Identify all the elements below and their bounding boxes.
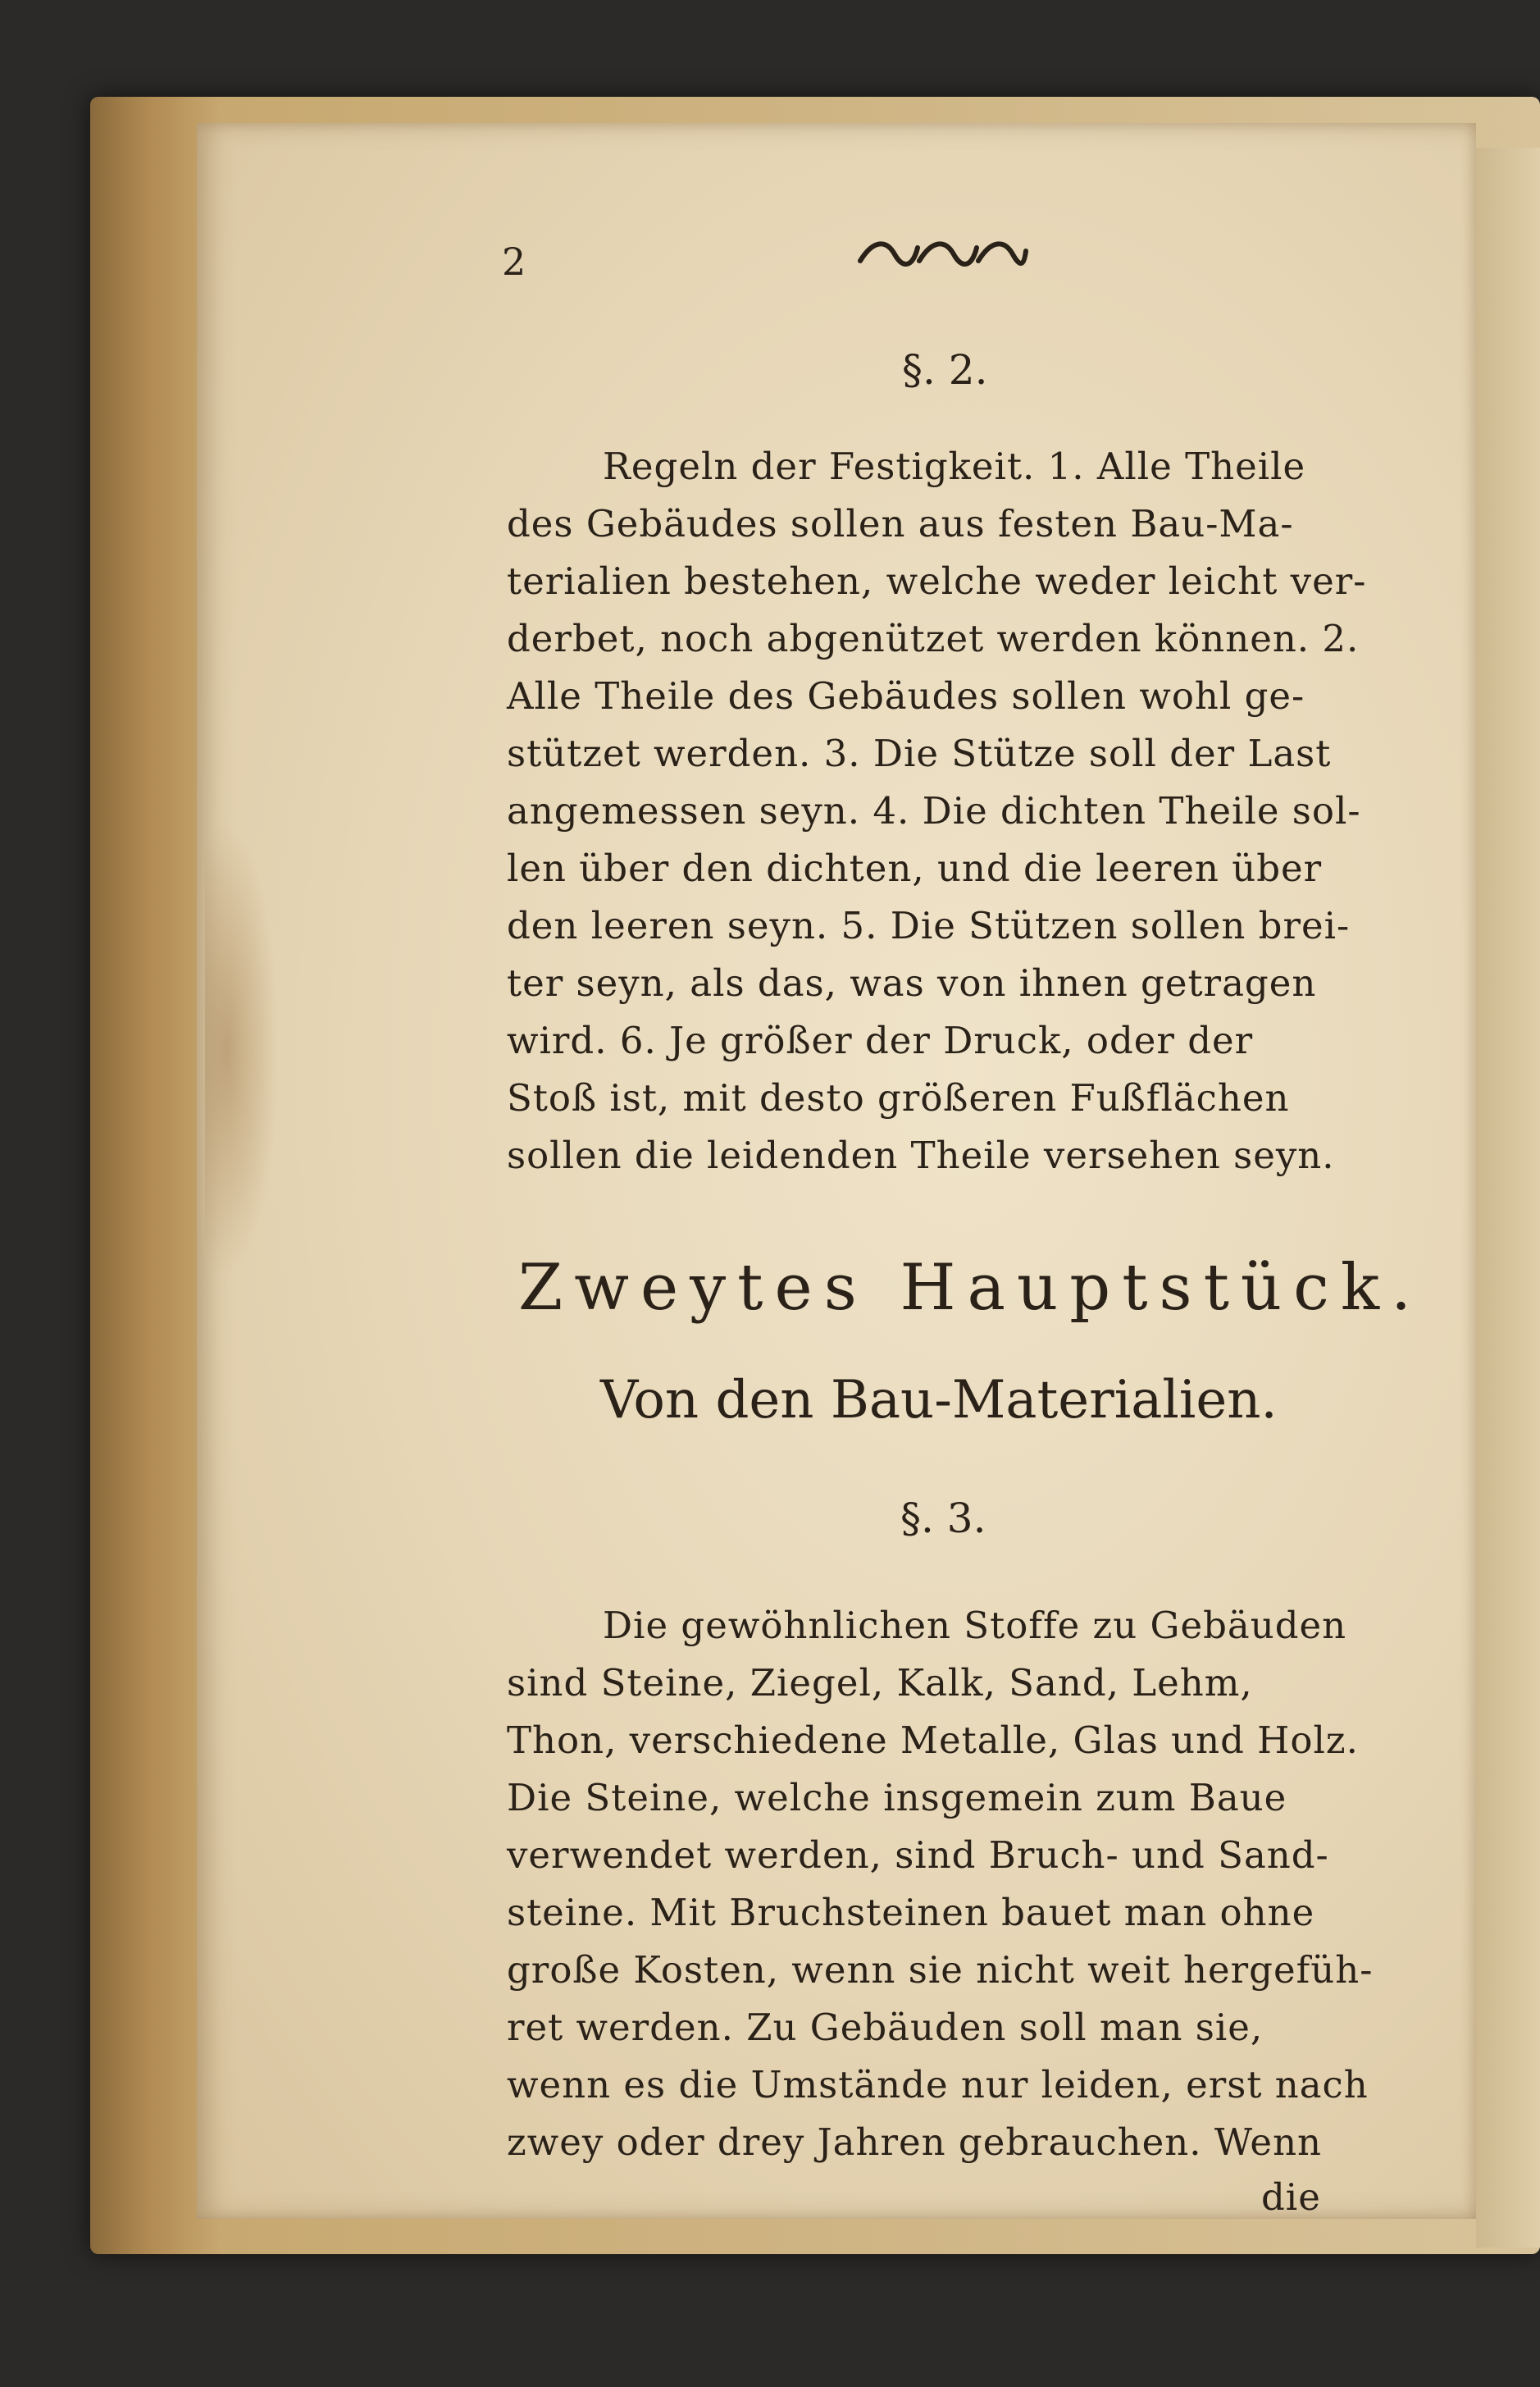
text-line: derbet, noch abgenützet werden können. 2. xyxy=(507,617,1360,660)
text-line: Thon, verschiedene Metalle, Glas und Holz. xyxy=(507,1718,1359,1762)
chapter-subtitle: Von den Bau-Materialien. xyxy=(600,1370,1278,1431)
text-line: verwendet werden, sind Bruch- und Sand- xyxy=(507,1833,1329,1877)
text-line: ter seyn, als das, was von ihnen getragen xyxy=(507,961,1317,1005)
text-line: den leeren seyn. 5. Die Stützen sollen brei- xyxy=(507,904,1351,947)
adjacent-page-edge xyxy=(1476,148,1540,2248)
text-line: wird. 6. Je größer der Druck, oder der xyxy=(507,1019,1254,1062)
text-line: wenn es die Umstände nur leiden, erst nach xyxy=(507,2063,1369,2106)
text-line: sind Steine, Ziegel, Kalk, Sand, Lehm, xyxy=(507,1661,1253,1705)
catchword: die xyxy=(1261,2175,1321,2219)
text-line: ret werden. Zu Gebäuden soll man sie, xyxy=(507,2006,1264,2049)
text-line: Die Steine, welche insgemein zum Baue xyxy=(507,1776,1287,1819)
section-heading: §. 3. xyxy=(900,1495,986,1542)
text-line: Alle Theile des Gebäudes sollen wohl ge- xyxy=(507,674,1305,718)
section-heading: §. 2. xyxy=(902,346,988,394)
text-line: Stoß ist, mit desto größeren Fußflächen xyxy=(507,1076,1290,1120)
wave-ornament-icon xyxy=(857,236,1029,269)
text-line: des Gebäudes sollen aus festen Bau-Ma- xyxy=(507,502,1294,545)
text-line: len über den dichten, und die leeren über xyxy=(507,847,1323,890)
text-line: Die gewöhnlichen Stoffe zu Gebäuden xyxy=(603,1604,1347,1647)
text-line: sollen die leidenden Theile versehen seyn. xyxy=(507,1134,1335,1177)
page-number: 2 xyxy=(502,240,526,284)
text-line: angemessen seyn. 4. Die dichten Theile sol- xyxy=(507,789,1361,833)
paper-stain xyxy=(205,820,279,1280)
chapter-title: Zweytes Hauptstück. xyxy=(518,1251,1423,1325)
text-line: terialien bestehen, welche weder leicht ver- xyxy=(507,559,1367,603)
text-line: steine. Mit Bruchsteinen bauet man ohne xyxy=(507,1891,1315,1934)
text-line: Regeln der Festigkeit. 1. Alle Theile xyxy=(603,445,1306,488)
text-line: zwey oder drey Jahren gebrauchen. Wenn xyxy=(507,2120,1323,2164)
text-line: stützet werden. 3. Die Stütze soll der Last xyxy=(507,732,1332,775)
text-line: große Kosten, wenn sie nicht weit hergefüh- xyxy=(507,1948,1374,1992)
